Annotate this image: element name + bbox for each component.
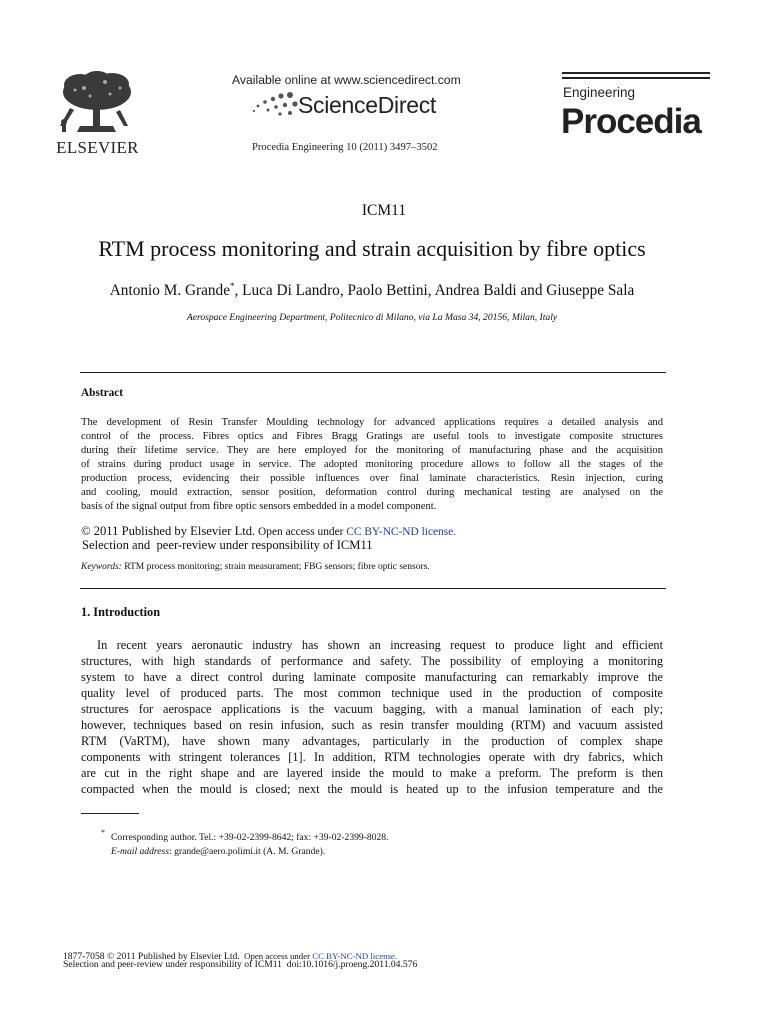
intro-line: structures, with high standards of performance and safety. The possibility of employing a monitoring bbox=[81, 654, 663, 668]
procedia-wordmark: Procedia bbox=[561, 102, 701, 141]
open-access-text: Open access under bbox=[255, 526, 347, 538]
abstract-bottom-rule bbox=[80, 588, 666, 589]
procedia-rule-bottom bbox=[562, 77, 710, 79]
peer-review-line: Selection and peer-review under responsibility of ICM11 bbox=[82, 538, 373, 552]
abstract-line: control of the process. Fibres optics and Fibres Bragg Gratings are useful tools to investigate composite structures bbox=[81, 431, 663, 442]
footer-selection-line bbox=[63, 959, 417, 970]
keywords-line bbox=[81, 562, 430, 572]
author-list bbox=[0, 281, 744, 300]
abstract-line: The development of Resin Transfer Moulding technology for advanced applications requires a detailed analysis and bbox=[81, 417, 663, 428]
footer-doi: doi:10.1016/j.proeng.2011.04.576 bbox=[281, 959, 418, 970]
elsevier-logo bbox=[50, 70, 145, 156]
journal-reference: Procedia Engineering 10 (2011) 3497–3502 bbox=[252, 142, 438, 153]
intro-line: compacted when the mould is closed; next the mould is heated up to the infusion temperature and the bbox=[81, 782, 663, 796]
intro-line: structures for aerospace applications is the vacuum bagging, with a manual lamination of each ply; bbox=[81, 702, 663, 716]
corresponding-mark: * bbox=[229, 281, 235, 291]
footer-issn: 1877-7058 © 2011 Published by Elsevier Ltd. bbox=[63, 951, 240, 962]
sciencedirect-wordmark: ScienceDirect bbox=[298, 92, 436, 118]
footnote-separator bbox=[81, 813, 139, 814]
keywords-label: Keywords: bbox=[81, 562, 122, 572]
author-corresponding: Antonio M. Grande bbox=[109, 282, 230, 300]
intro-line: however, techniques based on resin infusion, such as resin transfer moulding (RTM) and vacuum assisted bbox=[81, 718, 663, 732]
sciencedirect-dots-icon bbox=[250, 90, 300, 120]
license-link[interactable]: CC BY-NC-ND license. bbox=[346, 526, 457, 538]
intro-line: are cut in the right shape and are layered inside the mould to make a preform. The preform is then bbox=[81, 766, 663, 780]
available-online-text: Available online at www.sciencedirect.com bbox=[232, 73, 461, 87]
abstract-top-rule bbox=[80, 372, 666, 373]
procedia-logo bbox=[562, 72, 712, 142]
abstract-line: production process, evidencing their possible influences over final laminate characteristics. Resin injection, curing bbox=[81, 473, 663, 484]
sciencedirect-logo bbox=[250, 88, 450, 124]
footnote-corresponding: Corresponding author. Tel.: +39-02-2399-8642; fax: +39-02-2399-8028. bbox=[111, 832, 389, 843]
intro-line: quality level of produced parts. The most common technique used in the production of composite bbox=[81, 686, 663, 700]
copyright-text: © 2011 Published by Elsevier Ltd. bbox=[81, 524, 256, 538]
abstract-line: during their lifetime service. They are here employed for the monitoring of manufacturing phase and the acquisition bbox=[81, 445, 663, 456]
intro-line: In recent years aeronautic industry has shown an increasing request to produce light and efficient bbox=[97, 638, 663, 652]
email-label: E-mail address bbox=[111, 846, 170, 857]
affiliation: Aerospace Engineering Department, Politecnico di Milano, via La Masa 34, 20156, Milan, Italy bbox=[186, 312, 558, 323]
abstract-line: of strains during product usage in service. The adopted monitoring procedure allows to follow all the stages of the bbox=[81, 459, 663, 470]
conference-name: ICM11 bbox=[361, 202, 407, 219]
abstract-heading: Abstract bbox=[81, 387, 124, 399]
footer-license-link[interactable]: CC BY-NC-ND license. bbox=[312, 951, 398, 961]
elsevier-tree-icon bbox=[50, 70, 145, 136]
keywords-text: RTM process monitoring; strain measurament; FBG sensors; fibre optic sensors. bbox=[121, 562, 430, 572]
publisher-name: ELSEVIER bbox=[56, 138, 139, 157]
footer-open-access: Open access under bbox=[239, 951, 313, 961]
intro-line: RTM (VaRTM), have shown many advantages, particularly in the production of complex shape bbox=[81, 734, 663, 748]
paper-title: RTM process monitoring and strain acquisition by fibre optics bbox=[98, 236, 646, 261]
abstract-line: and cooling, mould extraction, sensor position, deformation control during mechanical testing are analysed on the bbox=[81, 487, 663, 498]
footer-selection: Selection and peer-review under responsibility of ICM11 bbox=[63, 959, 282, 970]
footnote-email bbox=[111, 846, 325, 857]
footnote-mark: * bbox=[101, 828, 105, 837]
procedia-rule-top bbox=[562, 72, 710, 74]
intro-line: system to have a direct control during laminate composite manufacturing can remarkably improve the bbox=[81, 670, 663, 684]
abstract-line: basis of the signal output from fibre optic sensors embedded in a model component. bbox=[81, 501, 437, 512]
section-heading-introduction: 1. Introduction bbox=[81, 605, 161, 619]
intro-line: components with stringent tolerances [1]. In addition, RTM technologies operate with dry fabrics, which bbox=[81, 750, 663, 764]
author-others: , Luca Di Landro, Paolo Bettini, Andrea Baldi and Giuseppe Sala bbox=[234, 282, 635, 300]
procedia-engineering-label: Engineering bbox=[563, 85, 636, 100]
email-text: : grande@aero.polimi.it (A. M. Grande). bbox=[169, 846, 326, 857]
